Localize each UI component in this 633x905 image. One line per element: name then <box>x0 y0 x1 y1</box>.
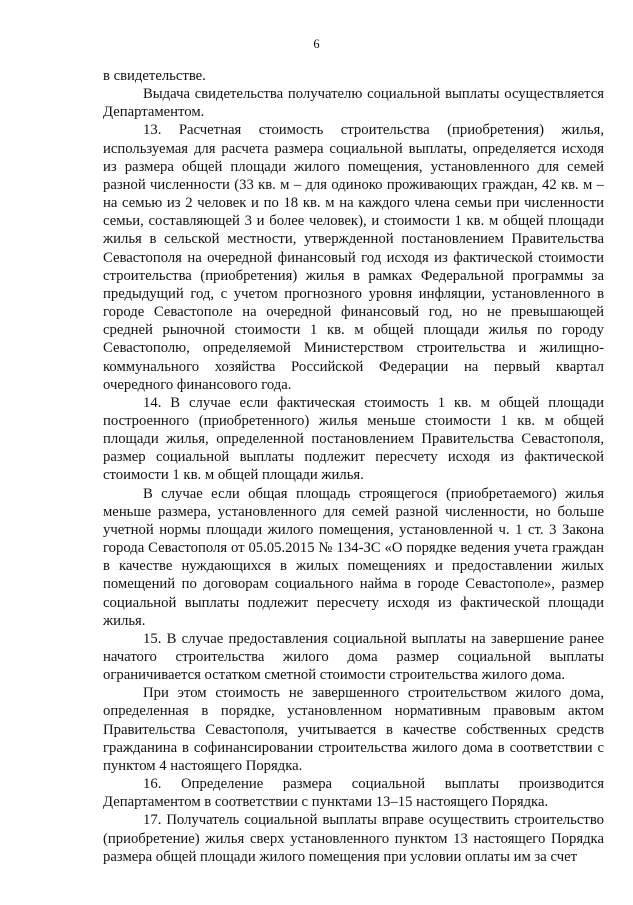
paragraph-certificate-issuance: Выдача свидетельства получателю социальной выплаты осуществляется Департаментом. <box>103 86 604 121</box>
paragraph-15-continued: При этом стоимость не завершенного строительством жилого дома, определенная в порядке, установленном нормативным правовым актом Правительства Севастополя, учитывается в качестве собственных средств гражданина в софинансировании строительства жилого дома в соответствии с пунктом 4 настоящего Порядка. <box>103 685 604 774</box>
document-body <box>103 67 604 866</box>
paragraph-continuation: в свидетельстве. <box>103 68 206 84</box>
paragraph-13: 13. Расчетная стоимость строительства (приобретения) жилья, используемая для расчета размера социальной выплаты, определяется исходя из размера общей площади жилого помещения, установленного для семей разной численности (33 кв. м – для одиноко проживающих граждан, 42 кв. м – на семью из 2 человек и по 18 кв. м на каждого члена семьи при численности семьи, составляющей 3 и более человек), и стоимости 1 кв. м общей площади жилья в сельской местности, утвержденной постановлением Правительства Севастополя на очередной финансовый год исходя из фактической стоимости строительства (приобретения) жилья в рамках Федеральной программы за предыдущий год, с учетом прогнозного уровня инфляции, установленного в городе Севастополе на очередной финансовый год, но не превышающей средней рыночной стоимости 1 кв. м общей площади жилья по городу Севастополю, определяемой Министерством строительства и жилищно-коммунального хозяйства Российской Федерации на первый квартал очередного финансового года. <box>103 122 604 393</box>
paragraph-15: 15. В случае предоставления социальной выплаты на завершение ранее начатого строительства жилого дома размер социальной выплаты ограничивается остатком сметной стоимости строительства жилого дома. <box>103 630 604 684</box>
paragraph-14-continued: В случае если общая площадь строящегося (приобретаемого) жилья меньше размера, установленного для семей разной численности, но больше учетной нормы площади жилого помещения, установленной ч. 1 ст. 3 Закона города Севастополя от 05.05.2015 № 134-ЗС «О порядке ведения учета граждан в качестве нуждающихся в жилых помещениях и предоставлении жилых помещений по договорам социального найма в городе Севастополе», размер социальной выплаты подлежит пересчету исходя из фактической площади жилья. <box>103 485 604 629</box>
paragraph-14: 14. В случае если фактическая стоимость 1 кв. м общей площади построенного (приобретенного) жилья меньше стоимости 1 кв. м общей площади жилья, определенной постановлением Правительства Севастополя, размер социальной выплаты подлежит пересчету исходя из фактической стоимости 1 кв. м общей площади жилья. <box>103 394 604 484</box>
paragraph-17: 17. Получатель социальной выплаты вправе осуществить строительство (приобретение) жилья сверх установленного пунктом 13 настоящего Порядка размера общей площади жилого помещения при условии оплаты им за счет <box>103 812 604 865</box>
paragraph-16: 16. Определение размера социальной выплаты производится Департаментом в соответствии с пунктами 13–15 настоящего Порядка. <box>103 776 604 811</box>
page-number: 6 <box>313 37 320 51</box>
